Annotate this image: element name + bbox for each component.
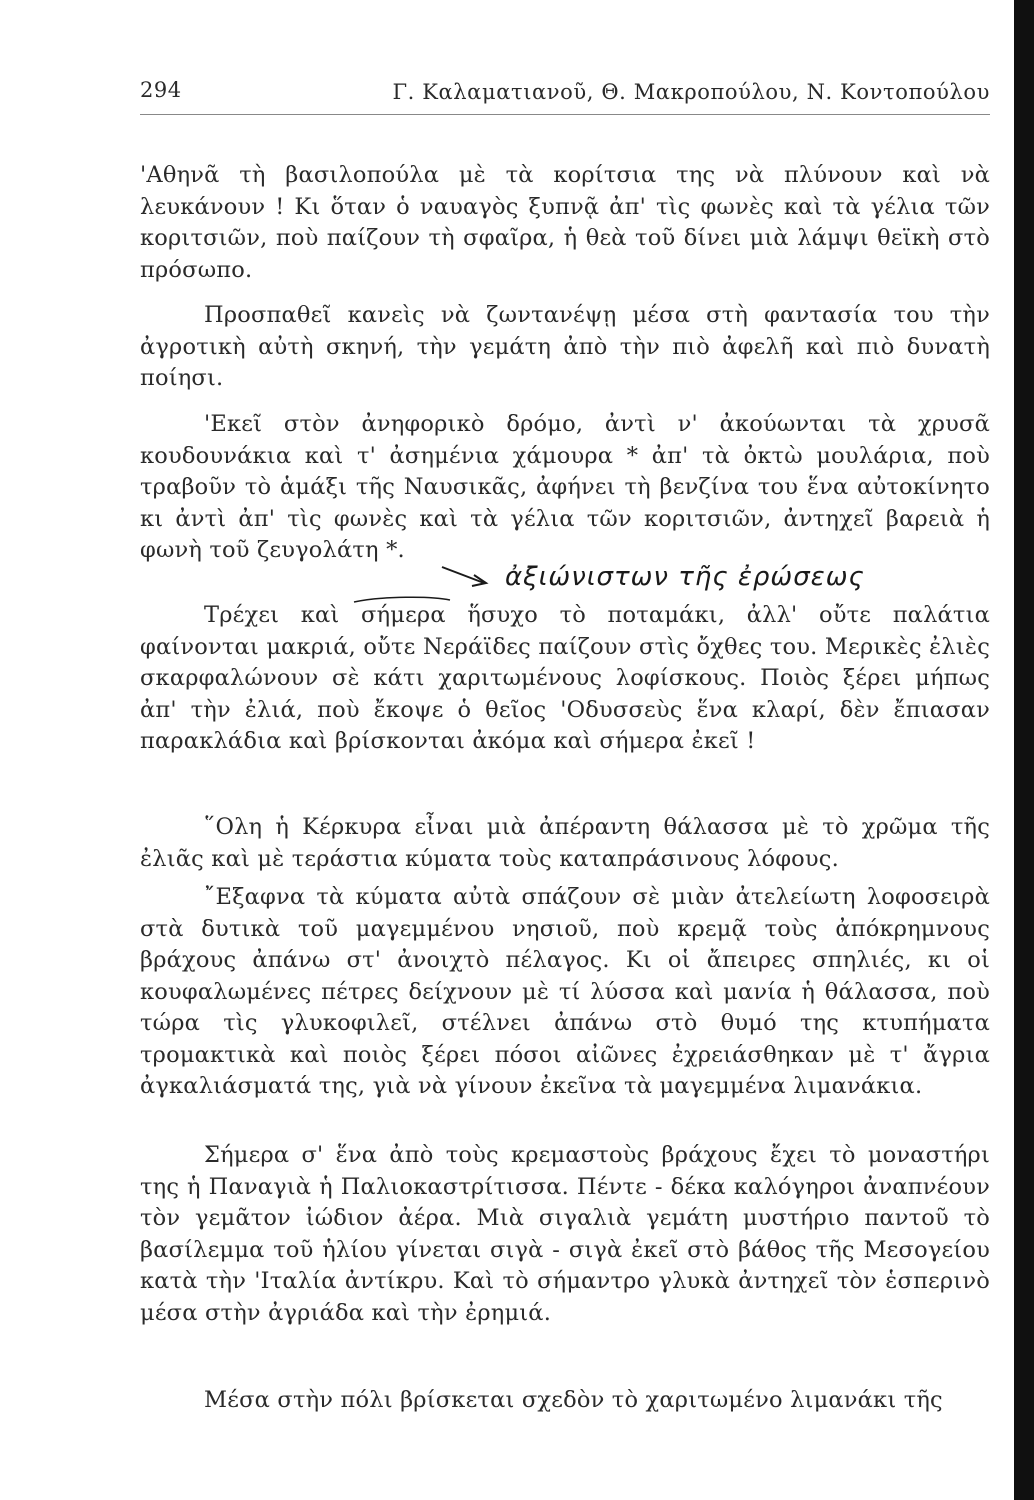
scan-border — [1014, 0, 1034, 1500]
paragraph-5: ῞Ολη ἡ Κέρκυρα εἶναι μιὰ ἀπέραντη θάλασσα μὲ τὸ χρῶμα τῆς ἐλιᾶς καὶ μὲ τεράστια κύματα τοὺς καταπράσινους λόφους. — [140, 814, 990, 872]
page-header — [140, 78, 990, 115]
handwritten-mark — [352, 594, 452, 624]
running-head: Γ. Καλαματιανοῦ, Θ. Μακροπούλου, Ν. Κοντοπούλου — [392, 80, 990, 104]
page-number: 294 — [140, 78, 182, 102]
handwritten-arrow — [440, 563, 490, 589]
paragraph-8: Μέσα στὴν πόλι βρίσκεται σχεδὸν τὸ χαριτωμένο λιμανάκι τῆς — [204, 1387, 943, 1413]
paragraph-4: Τρέχει καὶ σήμερα ἥσυχο τὸ ποταμάκι, ἀλλ' οὔτε παλάτια φαίνονται μακριά, οὔτε Νεράϊδες παίζουν στὶς ὄχθες του. Μερικὲς ἐλιὲς σκαρφαλώνουν σὲ κάτι χαριτωμένους λοφίσκους. Ποιὸς ξέρει μήπως ἀπ' τὴν ἐλιά, ποὺ ἔκοψε ὁ θεῖος 'Οδυσσεὺς ἕνα κλαρί, δὲν ἔπιασαν παρακλάδια καὶ βρίσκονται ἀκόμα καὶ σήμερα ἐκεῖ ! — [140, 602, 990, 754]
paragraph-7: Σήμερα σ' ἕνα ἀπὸ τοὺς κρεμαστοὺς βράχους ἔχει τὸ μοναστήρι της ἡ Παναγιὰ ἡ Παλιοκαστρίτισσα. Πέντε - δέκα καλόγηροι ἀναπνέουν τὸν γεμᾶτον ἰώδιον ἀέρα. Μιὰ σιγαλιὰ γεμάτη μυστήριο παντοῦ τὸ βασίλεμμα τοῦ ἡλίου γίνεται σιγὰ - σιγὰ ἐκεῖ στὸ βάθος τῆς Μεσογείου κατὰ τὴν 'Ιταλία ἀντίκρυ. Καὶ τὸ σήμαντρο γλυκὰ ἀντηχεῖ τὸν ἑσπερινὸ μέσα στὴν ἀγριάδα καὶ τὴν ἐρημιά. — [140, 1142, 990, 1326]
handwritten-note: ἀξιώνιστων τῆς ἐρώσεως — [505, 562, 865, 592]
paragraph-6: ῎Εξαφνα τὰ κύματα αὐτὰ σπάζουν σὲ μιὰν ἀτελείωτη λοφοσειρὰ στὰ δυτικὰ τοῦ μαγεμμένου νησιοῦ, ποὺ κρεμᾷ τοὺς ἀπόκρημνους βράχους ἀπάνω στ' ἀνοιχτὸ πέλαγος. Κι οἱ ἄπειρες σπηλιές, κι οἱ κουφαλωμένες πέτρες δείχνουν μὲ τί λύσσα καὶ μανία ἡ θάλασσα, ποὺ τώρα τὶς γλυκοφιλεῖ, στέλνει ἀπάνω στὸ θυμό της κτυπήματα τρομακτικὰ καὶ ποιὸς ξέρει πόσοι αἰῶνες ἐχρειάσθηκαν μὲ τ' ἄγρια ἀγκαλιάσματά της, γιὰ νὰ γίνουν ἐκεῖνα τὰ μαγεμμένα λιμανάκια. — [140, 884, 990, 1099]
paragraph-1: 'Αθηνᾶ τὴ βασιλοπούλα μὲ τὰ κορίτσια της νὰ πλύνουν καὶ νὰ λευκάνουν ! Κι ὅταν ὁ ναυαγὸς ξυπνᾷ ἀπ' τὶς φωνὲς καὶ τὰ γέλια τῶν κοριτσιῶν, ποὺ παίζουν τὴ σφαῖρα, ἡ θεὰ τοῦ δίνει μιὰ λάμψι θεϊκὴ στὸ πρόσωπο. — [140, 162, 990, 283]
paragraph-2: Προσπαθεῖ κανεὶς νὰ ζωντανέψῃ μέσα στὴ φαντασία του τὴν ἀγροτικὴ αὐτὴ σκηνή, τὴν γεμάτη ἀπὸ τὴν πιὸ ἀφελῆ καὶ πιὸ δυνατὴ ποίησι. — [140, 302, 990, 391]
paragraph-3: 'Εκεῖ στὸν ἀνηφορικὸ δρόμο, ἀντὶ ν' ἀκούωνται τὰ χρυσᾶ κουδουνάκια καὶ τ' ἀσημένια χάμουρα * ἀπ' τὰ ὀκτὼ μουλάρια, ποὺ τραβοῦν τὸ ἁμάξι τῆς Ναυσικᾶς, ἀφήνει τὴ βενζίνα του ἕνα αὐτοκίνητο κι ἀντὶ ἀπ' τὶς φωνὲς καὶ τὰ γέλια τῶν κοριτσιῶν, ἀντηχεῖ βαρειὰ ἡ φωνὴ τοῦ ζευγολάτη *. — [140, 411, 990, 563]
